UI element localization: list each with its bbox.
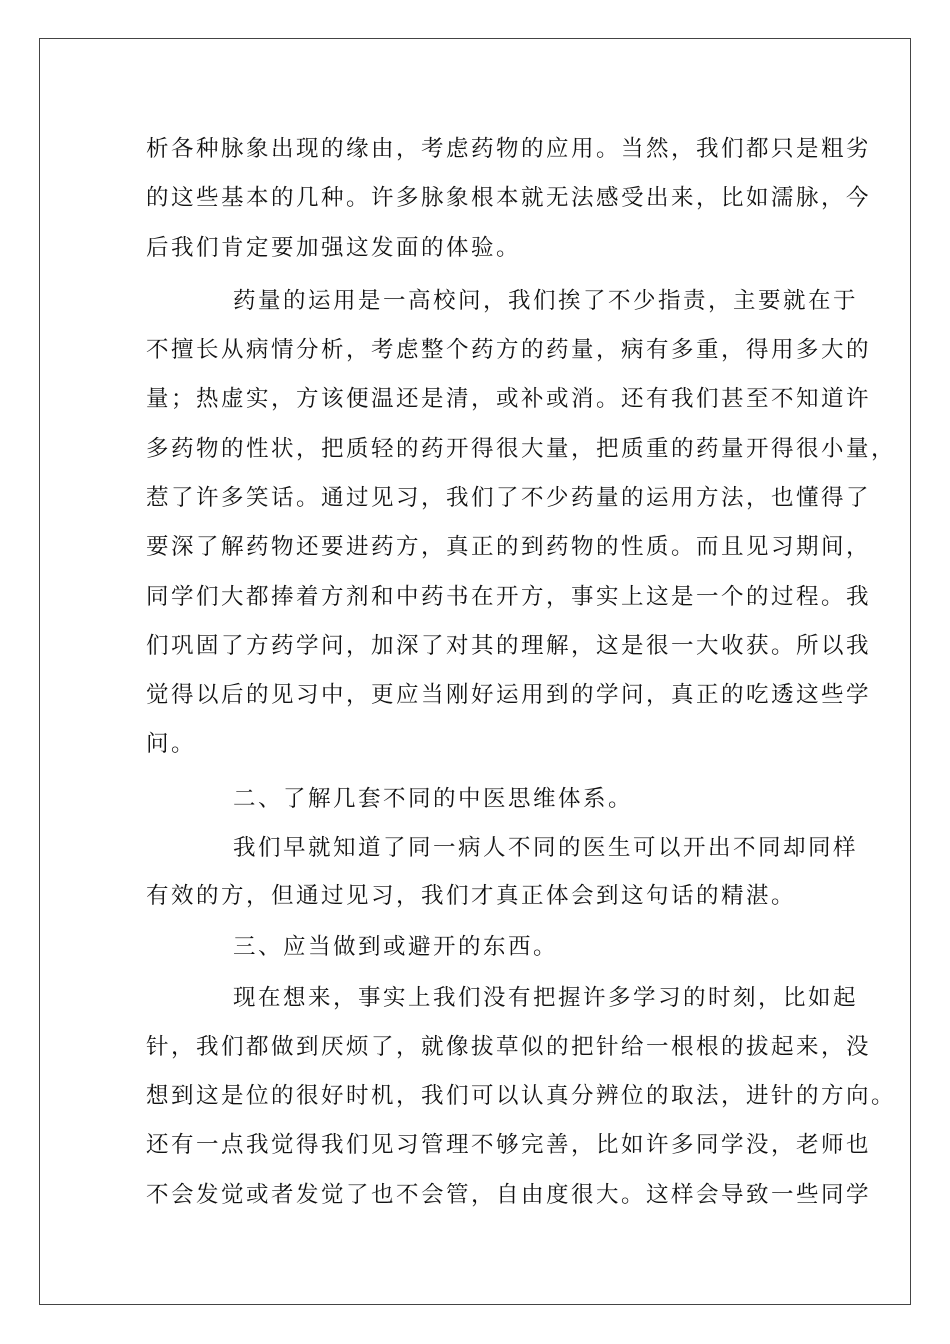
text-line: 问。 [146,731,197,757]
text-line: 的这些基本的几种。许多脉象根本就无法感受出来，比如濡脉，今 [146,185,872,211]
text-line: 量；热虚实，方该便温还是清，或补或消。还有我们甚至不知道许 [146,386,872,412]
text-line: 要深了解药物还要进药方，真正的到药物的性质。而且见习期间， [146,534,872,560]
text-line: 后我们肯定要加强这发面的体验。 [146,235,522,261]
paragraph-start-line: 药量的运用是一高校问，我们挨了不少指责，主要就在于 [233,288,859,314]
paragraph-start-line: 现在想来，事实上我们没有把握许多学习的时刻，比如起 [233,985,859,1011]
text-line: 们巩固了方药学问，加深了对其的理解，这是很一大收获。所以我 [146,633,872,659]
text-line: 析各种脉象出现的缘由，考虑药物的应用。当然，我们都只是粗劣 [146,136,872,162]
page-frame [39,38,911,1305]
text-line: 还有一点我觉得我们见习管理不够完善，比如许多同学没，老师也 [146,1132,872,1158]
text-line: 多药物的性状，把质轻的药开得很大量，把质重的药量开得很小量， [146,436,897,462]
text-line: 不擅长从病情分析，考虑整个药方的药量，病有多重，得用多大的 [146,337,872,363]
text-line: 有效的方，但通过见习，我们才真正体会到这句话的精湛。 [146,883,797,909]
text-line: 惹了许多笑话。通过见习，我们了不少药量的运用方法，也懂得了 [146,485,872,511]
section-heading: 三、应当做到或避开的东西。 [233,934,559,960]
text-line: 想到这是位的很好时机，我们可以认真分辨位的取法，进针的方向。 [146,1083,897,1109]
section-heading: 二、了解几套不同的中医思维体系。 [233,786,634,812]
paragraph-start-line: 我们早就知道了同一病人不同的医生可以开出不同却同样 [233,835,859,861]
text-line: 同学们大都捧着方剂和中药书在开方，事实上这是一个的过程。我 [146,584,872,610]
text-line: 针，我们都做到厌烦了，就像拔草似的把针给一根根的拔起来，没 [146,1034,872,1060]
text-line: 不会发觉或者发觉了也不会管，自由度很大。这样会导致一些同学 [146,1182,872,1208]
text-line: 觉得以后的见习中，更应当刚好运用到的学问，真正的吃透这些学 [146,682,872,708]
